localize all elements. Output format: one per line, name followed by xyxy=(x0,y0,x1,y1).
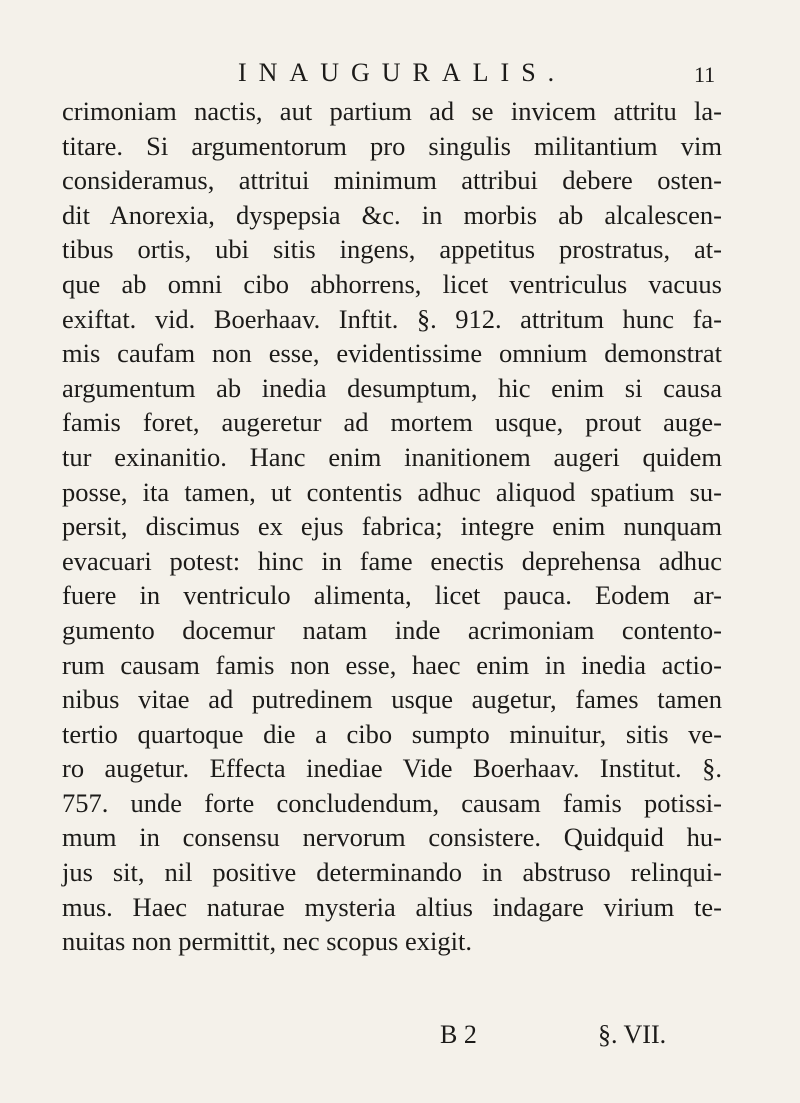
text-line: tur exinanitio. Hanc enim inanitionem augeri quidem xyxy=(62,441,722,472)
text-line: gumento docemur natam inde acrimoniam contento- xyxy=(62,614,722,645)
text-line: ro augetur. Effecta inediae Vide Boerhaav. Institut. §. xyxy=(62,753,722,784)
text-line: nibus vitae ad putredinem usque augetur, fames tamen xyxy=(62,684,722,715)
text-line: tibus ortis, ubi sitis ingens, appetitus prostratus, at- xyxy=(62,234,722,265)
text-line: mus. Haec naturae mysteria altius indagare virium te- xyxy=(62,891,722,922)
text-line: posse, ita tamen, ut contentis adhuc aliquod spatium su- xyxy=(62,476,722,507)
text-line: mum in consensu nervorum consistere. Quidquid hu- xyxy=(62,822,722,853)
page-footer xyxy=(0,1020,800,1060)
text-line: famis foret, augeretur ad mortem usque, prout auge- xyxy=(62,407,722,438)
text-line: mis caufam non esse, evidentissime omnium demonstrat xyxy=(62,338,722,369)
text-line: consideramus, attritui minimum attribui debere osten- xyxy=(62,165,722,196)
text-line: tertio quartoque die a cibo sumpto minuitur, sitis ve- xyxy=(62,718,722,749)
text-line: fuere in ventriculo alimenta, licet pauca. Eodem ar- xyxy=(62,580,722,611)
text-line: dit Anorexia, dyspepsia &c. in morbis ab alcalescen- xyxy=(62,199,722,230)
text-line: persit, discimus ex ejus fabrica; integre enim nunquam xyxy=(62,511,722,542)
text-line: crimoniam nactis, aut partium ad se invicem attritu la- xyxy=(62,96,722,126)
text-line: nuitas non permittit, nec scopus exigit. xyxy=(62,926,472,957)
running-head xyxy=(0,58,800,98)
catchword: §. VII. xyxy=(598,1020,667,1049)
body-text xyxy=(62,94,722,959)
text-line: jus sit, nil positive determinando in abstruso relinqui- xyxy=(62,857,722,888)
text-line: argumentum ab inedia desumptum, hic enim si causa xyxy=(62,372,722,403)
page-number: 11 xyxy=(694,62,716,87)
running-title: INAUGURALIS. xyxy=(238,58,567,87)
text-line: exiftat. vid. Boerhaav. Inftit. §. 912. attritum hunc fa- xyxy=(62,303,722,334)
text-line: evacuari potest: hinc in fame enectis deprehensa adhuc xyxy=(62,545,722,576)
text-line: que ab omni cibo abhorrens, licet ventriculus vacuus xyxy=(62,268,722,299)
text-line: 757. unde forte concludendum, causam famis potissi- xyxy=(62,787,722,818)
text-line: rum causam famis non esse, haec enim in inedia actio- xyxy=(62,649,722,680)
signature-mark: B 2 xyxy=(440,1020,477,1049)
text-line: titare. Si argumentorum pro singulis militantium vim xyxy=(62,130,722,161)
